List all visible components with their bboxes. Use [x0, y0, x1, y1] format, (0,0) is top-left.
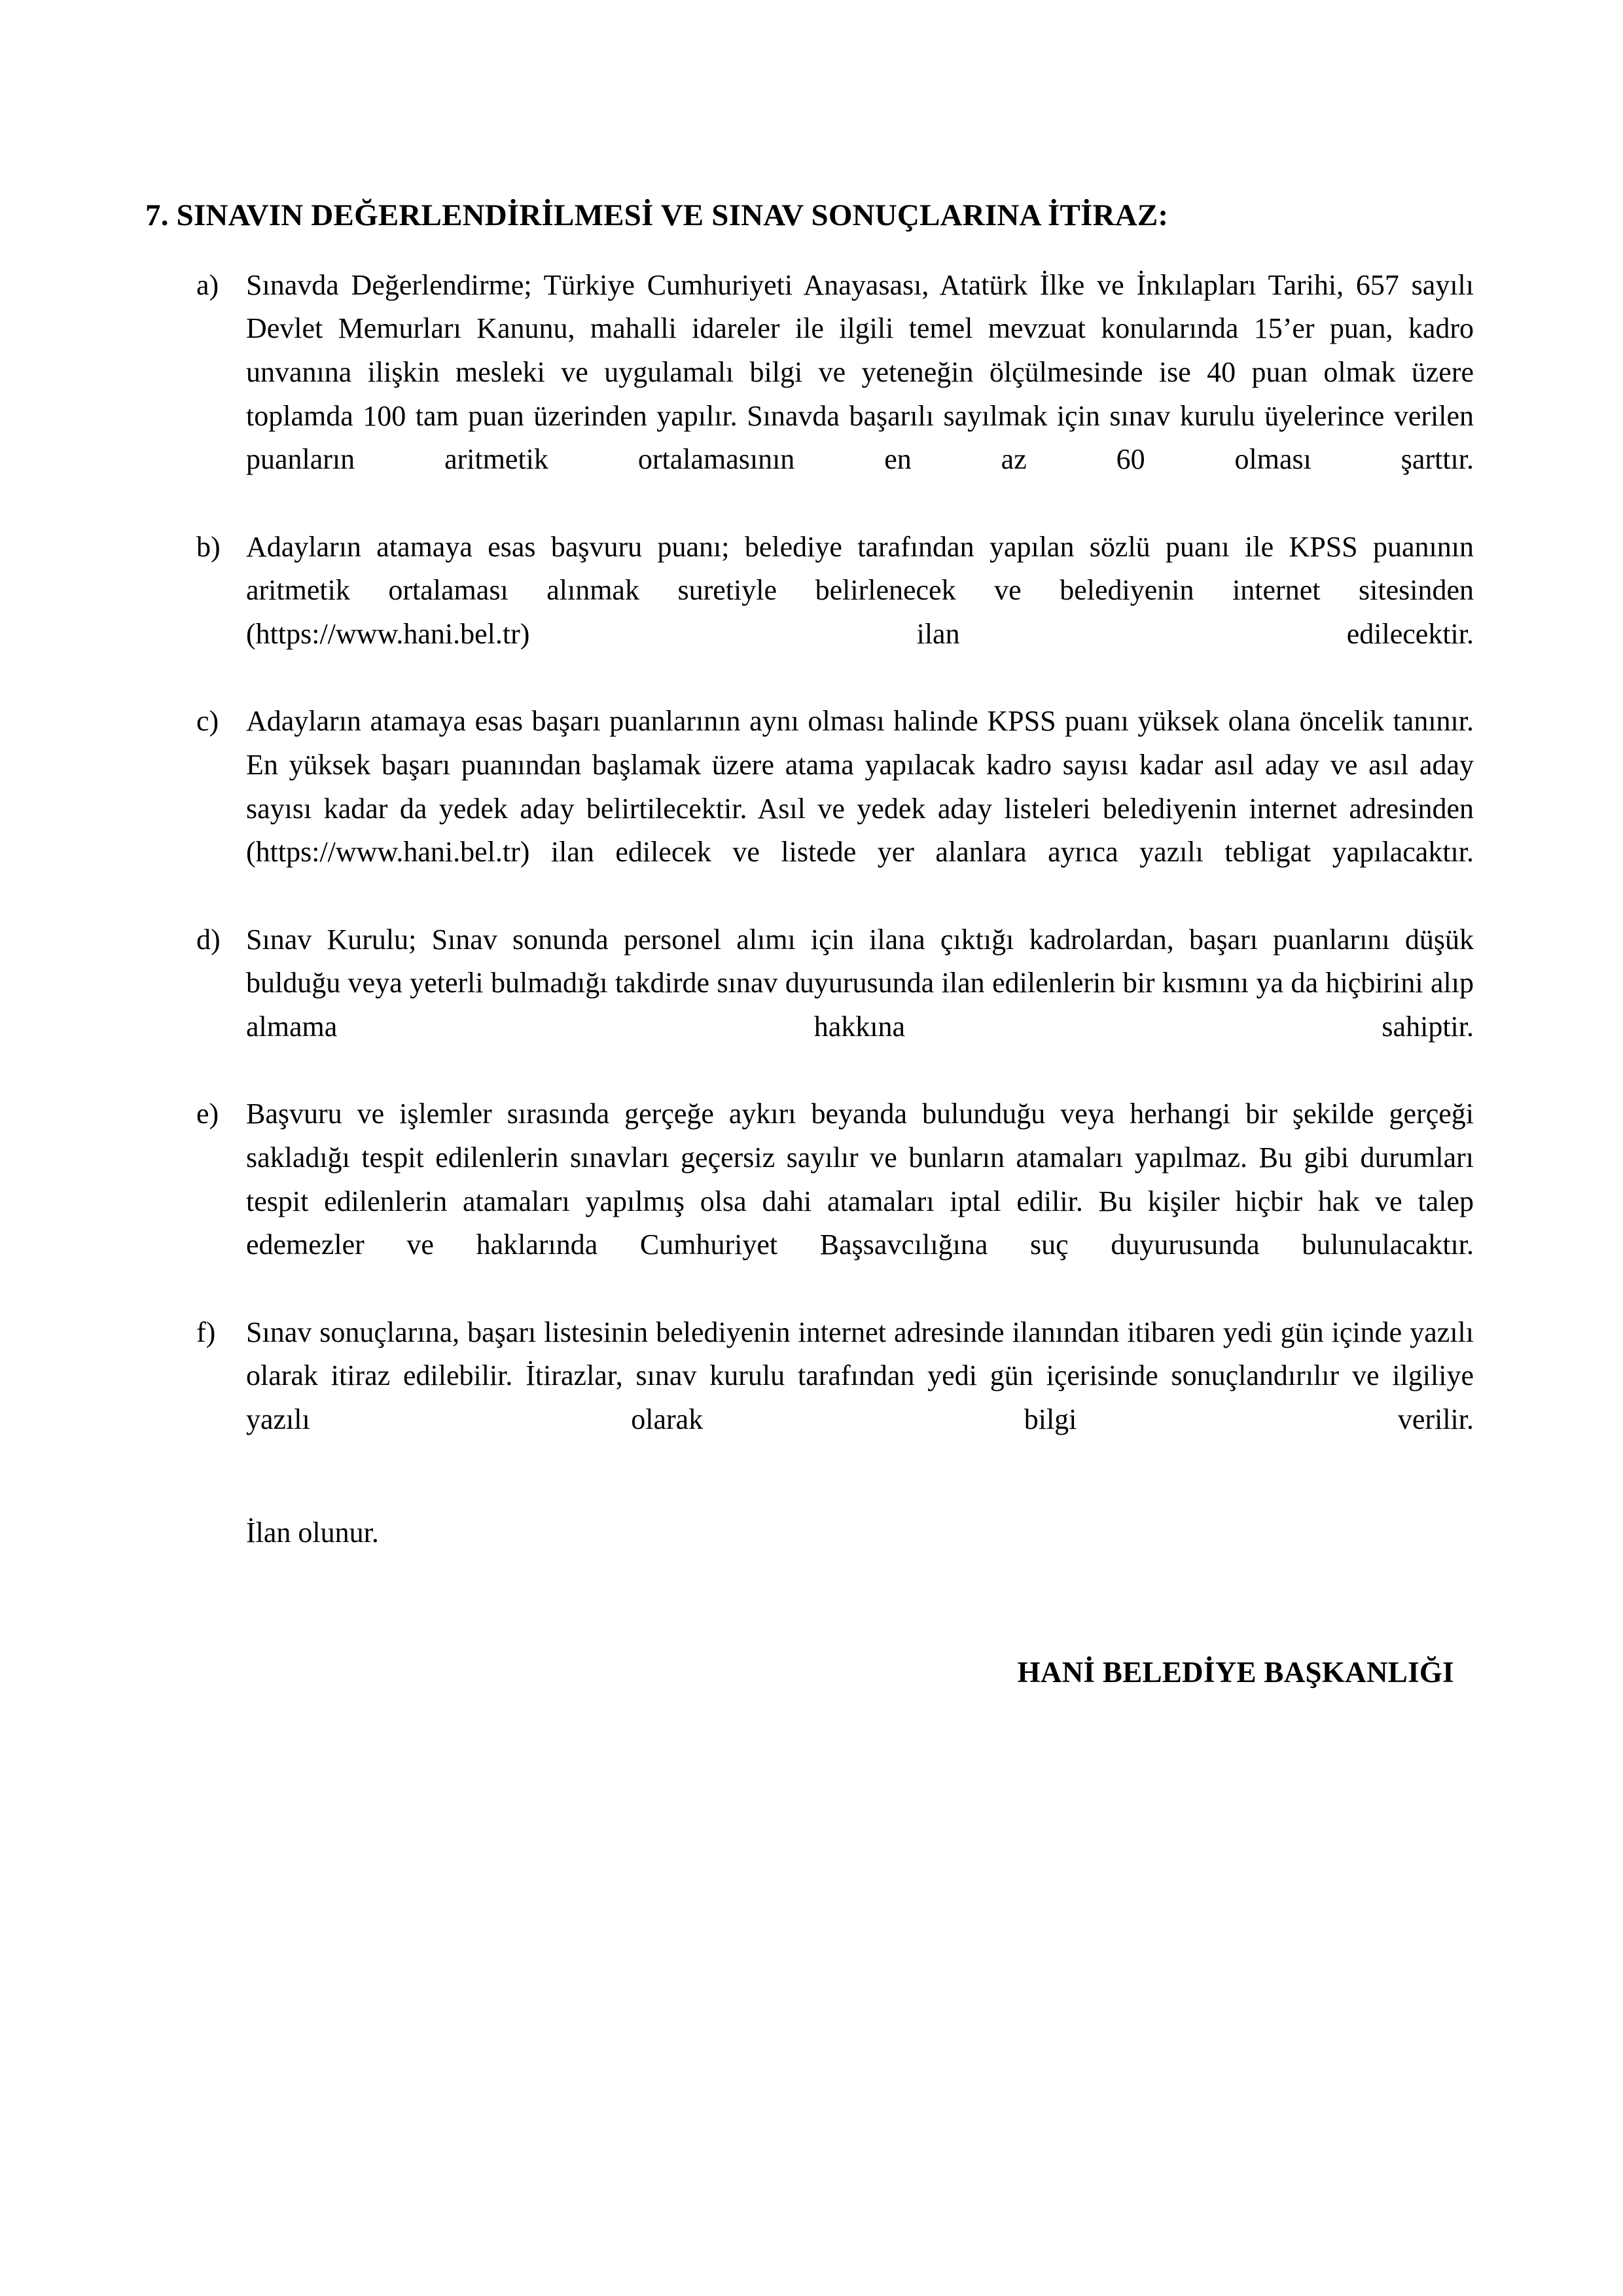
clause-text: Sınavda Değerlendirme; Türkiye Cumhuriyeti Anayasası, Atatürk İlke ve İnkılapları Tarihi, 657 sayılı Devlet Memurları Kanunu, mahalli idareler ile ilgili temel mevzuat konularında 15’er puan, kadro unvanına ilişkin mesleki ve uygulamalı bilgi ve yeteneğin ölçülmesinde ise 40 puan olmak üzere toplamda 100 tam puan üzerinden yapılır. Sınavda başarılı sayılmak için sınav kurulu üyelerince verilen puanların aritmetik ortalamasının en az 60 olması şarttır. [246, 268, 1474, 476]
clause-list [196, 264, 1525, 1485]
clause-item-f [196, 1311, 1474, 1486]
clause-marker: c) [196, 705, 219, 738]
document-content [145, 196, 1474, 1721]
clause-text: Adayların atamaya esas başvuru puanı; belediye tarafından yapılan sözlü puanı ile KPSS puanının aritmetik ortalaması alınmak suretiyle belirlenecek ve belediyenin internet sitesinden (https://www.hani.bel.tr) ilan edilecektir. [246, 530, 1474, 650]
page-title: 7. SINAVIN DEĞERLENDİRİLMESİ VE SINAV SONUÇLARINA İTİRAZ: [145, 198, 1169, 232]
clause-marker: d) [196, 923, 221, 956]
clause-text: Adayların atamaya esas başarı puanlarının aynı olması halinde KPSS puanı yüksek olana öncelik tanınır. En yüksek başarı puanından başlamak üzere atama yapılacak kadro sayısı kadar asıl aday ve asıl aday sayısı kadar da yedek aday belirtilecektir. Asıl ve yedek aday listeleri belediyenin internet adresinden (https://www.hani.bel.tr) ilan edilecek ve listede yer alanlara ayrıca yazılı tebligat yapılacaktır. [246, 705, 1474, 869]
clause-item-a [196, 264, 1474, 526]
clause-text: Sınav sonuçlarına, başarı listesinin belediyenin internet adresinde ilanından itibaren yedi gün içinde yazılı olarak itiraz edilebilir. İtirazlar, sınav kurulu tarafından yedi gün içerisinde sonuçlandırılır ve ilgiliye yazılı olarak bilgi verilir. [246, 1316, 1474, 1435]
clause-text: Sınav Kurulu; Sınav sonunda personel alımı için ilana çıktığı kadrolardan, başarı puanlarını düşük bulduğu veya yeterli bulmadığı takdirde sınav duyurusunda ilan edilenlerin bir kısmını ya da hiçbirini alıp almama hakkına sahiptir. [246, 923, 1474, 1043]
clause-item-c [196, 700, 1474, 918]
clause-item-e [196, 1092, 1474, 1310]
signature-block: HANİ BELEDİYE BAŞKANLIĞI [1017, 1655, 1454, 1689]
clause-marker: b) [196, 530, 221, 563]
clause-item-b [196, 526, 1474, 700]
closing-note: İlan olunur. [246, 1516, 379, 1549]
clause-text: Başvuru ve işlemler sırasında gerçeğe aykırı beyanda bulunduğu veya herhangi bir şekilde gerçeği sakladığı tespit edilenlerin sınavları geçersiz sayılır ve bunların atamaları yapılmaz. Bu gibi durumları tespit edilenlerin atamaları yapılmış olsa dahi atamaları iptal edilir. Bu kişiler hiçbir hak ve talep edemezler ve haklarında Cumhuriyet Başsavcılığına suç duyurusunda bulunulacaktır. [246, 1098, 1474, 1261]
clause-marker: a) [196, 268, 219, 301]
clause-marker: f) [196, 1316, 216, 1348]
clause-item-d [196, 918, 1474, 1093]
clause-marker: e) [196, 1098, 219, 1130]
